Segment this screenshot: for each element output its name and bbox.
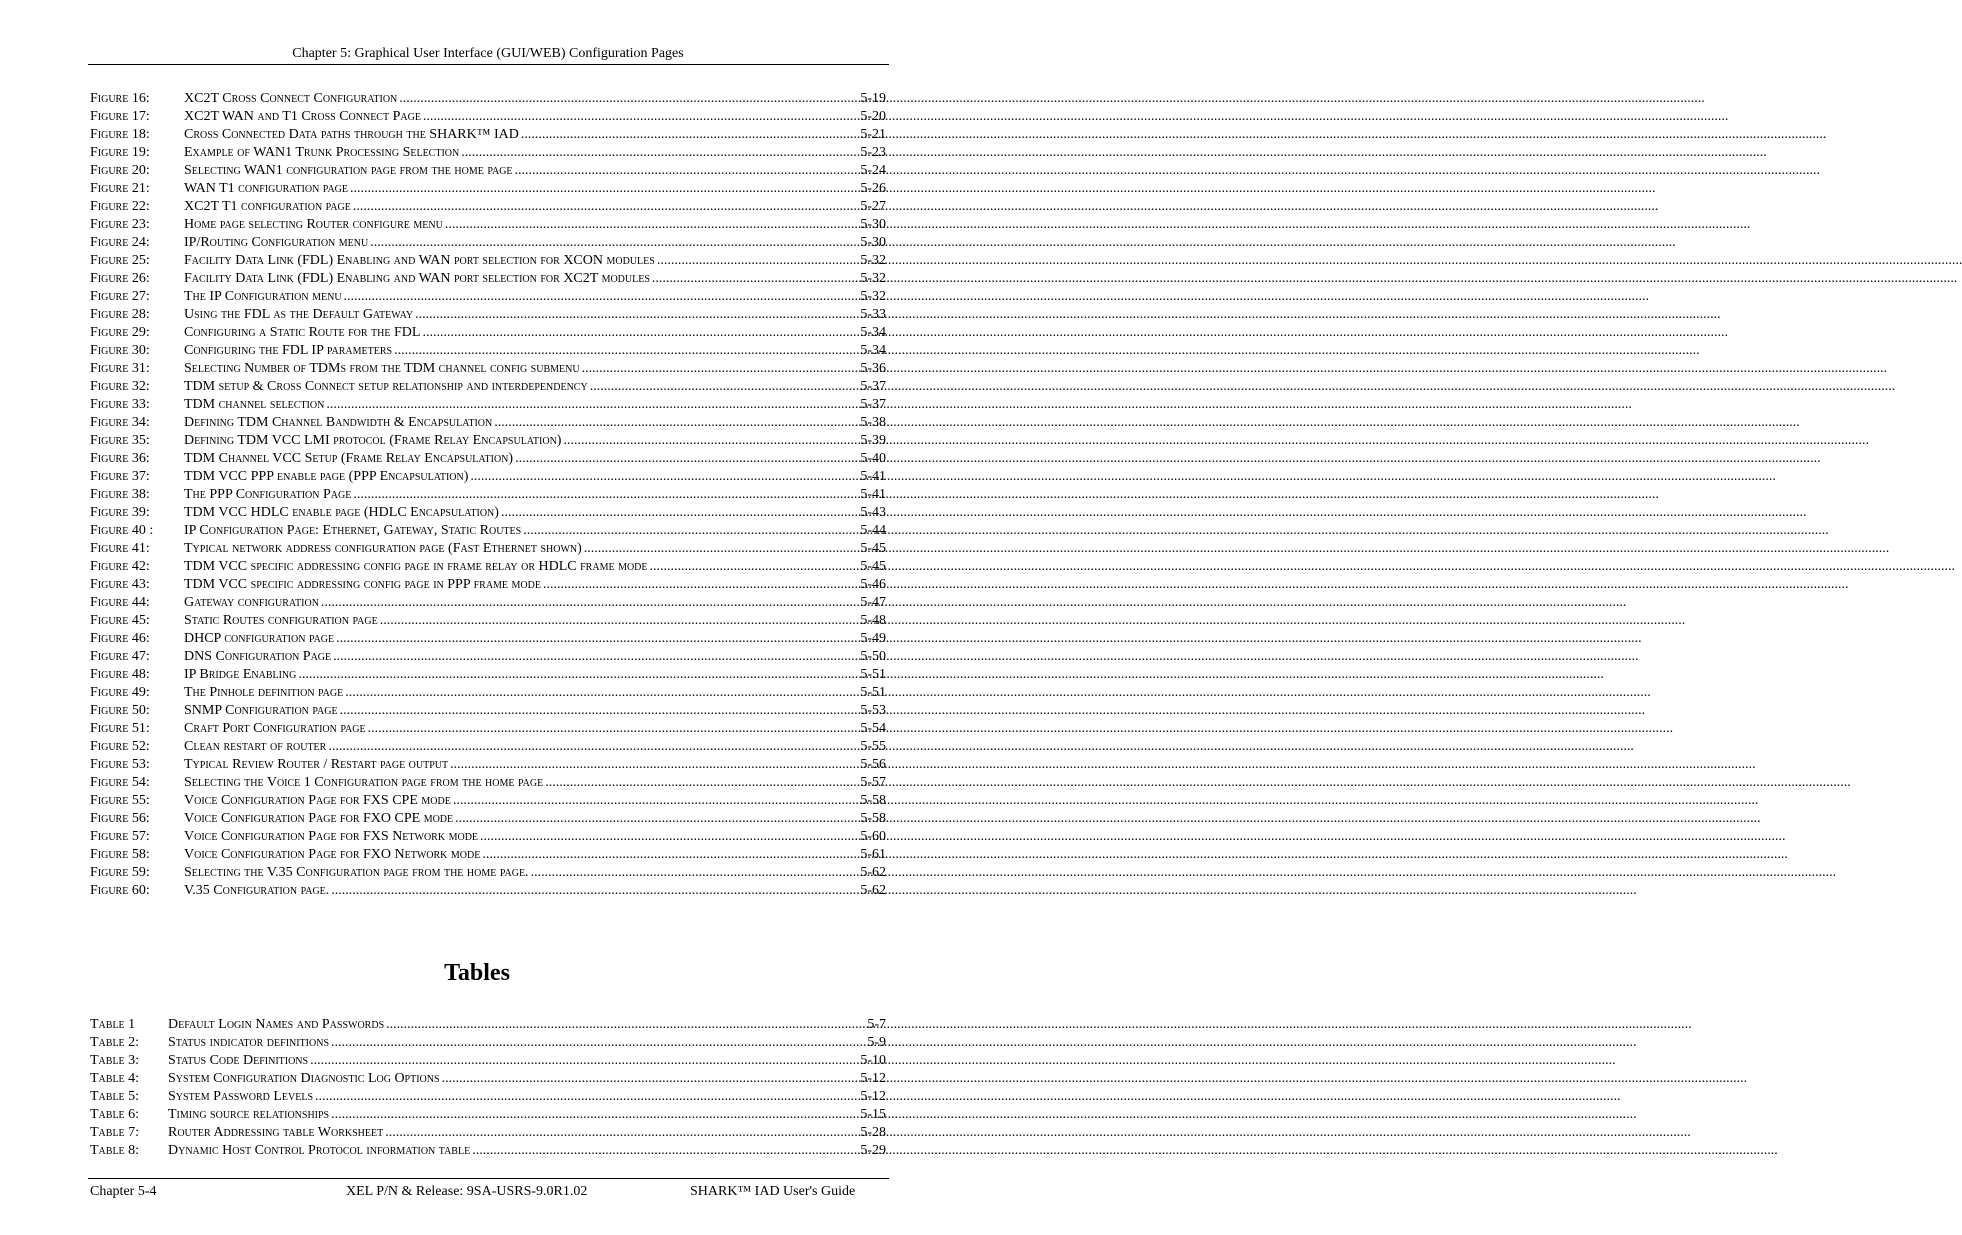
figure-entry[interactable] <box>90 198 886 216</box>
figure-page-number: 5-47 <box>860 595 886 610</box>
figure-label: Figure 46: <box>90 631 150 646</box>
figure-title: DNS Configuration Page <box>184 649 332 664</box>
figure-entry[interactable] <box>90 414 886 432</box>
figure-title: Home page selecting Router configure menu <box>184 217 443 232</box>
figure-entry[interactable] <box>90 540 886 558</box>
figure-label: Figure 24: <box>90 235 150 250</box>
figure-page-number: 5-32 <box>860 271 886 286</box>
footer-rule <box>88 1178 889 1179</box>
figure-entry[interactable] <box>90 774 886 792</box>
figure-page-number: 5-62 <box>860 865 886 880</box>
figure-title: Voice Configuration Page for FXS Network mode <box>184 829 479 844</box>
figure-label: Figure 51: <box>90 721 150 736</box>
figure-entry[interactable] <box>90 108 886 126</box>
dot-leader <box>368 234 860 252</box>
figure-label: Figure 53: <box>90 757 150 772</box>
table-entry[interactable] <box>90 1052 886 1070</box>
figure-title: Configuring a Static Route for the FDL <box>184 325 421 340</box>
figure-label: Figure 35: <box>90 433 150 448</box>
figure-label: Figure 21: <box>90 181 150 196</box>
figure-entry[interactable] <box>90 468 886 486</box>
figure-label: Figure 47: <box>90 649 150 664</box>
figure-title: Gateway configuration <box>184 595 319 610</box>
figure-label: Figure 56: <box>90 811 150 826</box>
dot-leader <box>319 594 860 612</box>
figure-page-number: 5-37 <box>860 397 886 412</box>
dot-leader <box>541 576 860 594</box>
figure-entry[interactable] <box>90 162 886 180</box>
figure-label: Figure 38: <box>90 487 150 502</box>
figure-page-number: 5-24 <box>860 163 886 178</box>
figure-entry[interactable] <box>90 846 886 864</box>
figure-entry[interactable] <box>90 252 886 270</box>
figure-page-number: 5-39 <box>860 433 886 448</box>
figure-title: The Pinhole definition page <box>184 685 344 700</box>
figure-page-number: 5-48 <box>860 613 886 628</box>
dot-leader <box>655 252 861 270</box>
figure-entry[interactable] <box>90 612 886 630</box>
figure-entry[interactable] <box>90 558 886 576</box>
figure-label: Figure 50: <box>90 703 150 718</box>
figure-entry[interactable] <box>90 630 886 648</box>
figure-label: Figure 18: <box>90 127 150 142</box>
list-of-figures <box>90 90 886 900</box>
figure-page-number: 5-41 <box>860 469 886 484</box>
figure-title: IP Bridge Enabling <box>184 667 297 682</box>
figure-entry[interactable] <box>90 504 886 522</box>
figure-label: Figure 54: <box>90 775 150 790</box>
figure-title: Defining TDM Channel Bandwidth & Encapsulation <box>184 415 493 430</box>
table-label: Table 3: <box>90 1053 140 1068</box>
figure-entry[interactable] <box>90 234 886 252</box>
figure-label: Figure 23: <box>90 217 150 232</box>
table-title: Router Addressing table Worksheet <box>168 1125 384 1140</box>
figure-label: Figure 42: <box>90 559 150 574</box>
figure-label: Figure 52: <box>90 739 150 754</box>
table-label: Table 6: <box>90 1107 140 1122</box>
figure-label: Figure 32: <box>90 379 150 394</box>
figure-entry[interactable] <box>90 684 886 702</box>
table-entry[interactable] <box>90 1016 886 1034</box>
table-title: Default Login Names and Passwords <box>168 1017 385 1032</box>
figure-page-number: 5-36 <box>860 361 886 376</box>
figure-entry[interactable] <box>90 360 886 378</box>
figure-page-number: 5-44 <box>860 523 886 538</box>
table-entry[interactable] <box>90 1124 886 1142</box>
footer-guide-title: SHARK™ IAD User's Guide <box>690 1184 856 1199</box>
table-entry[interactable] <box>90 1034 886 1052</box>
figure-entry[interactable] <box>90 90 886 108</box>
dot-leader <box>468 468 860 486</box>
figure-entry[interactable] <box>90 810 886 828</box>
figure-page-number: 5-58 <box>860 811 886 826</box>
figure-label: Figure 57: <box>90 829 150 844</box>
figure-entry[interactable] <box>90 144 886 162</box>
figure-page-number: 5-45 <box>860 541 886 556</box>
figure-page-number: 5-40 <box>860 451 886 466</box>
figure-entry[interactable] <box>90 864 886 882</box>
figure-title: XC2T T1 configuration page <box>184 199 351 214</box>
figure-title: TDM Channel VCC Setup (Frame Relay Encapsulation) <box>184 451 514 466</box>
footer-chapter: Chapter 5-4 <box>90 1184 157 1199</box>
dot-leader <box>334 630 860 648</box>
table-entry[interactable] <box>90 1070 886 1088</box>
table-label: Table 8: <box>90 1143 140 1158</box>
list-of-tables <box>90 1016 886 1160</box>
figure-label: Figure 19: <box>90 145 150 160</box>
table-title: Status Code Definitions <box>168 1053 309 1068</box>
figure-label: Figure 44: <box>90 595 150 610</box>
dot-leader <box>459 144 860 162</box>
figure-page-number: 5-55 <box>860 739 886 754</box>
figure-page-number: 5-54 <box>860 721 886 736</box>
figure-label: Figure 20: <box>90 163 150 178</box>
dot-leader <box>397 90 860 108</box>
dot-leader <box>470 1142 860 1160</box>
figure-title: Clean restart of router <box>184 739 327 754</box>
dot-leader <box>338 702 861 720</box>
dot-leader <box>443 216 861 234</box>
figure-title: SNMP Configuration page <box>184 703 338 718</box>
figure-page-number: 5-51 <box>860 667 886 682</box>
figure-label: Figure 22: <box>90 199 150 214</box>
figure-title: Example of WAN1 Trunk Processing Selection <box>184 145 460 160</box>
figure-entry[interactable] <box>90 324 886 342</box>
figure-entry[interactable] <box>90 270 886 288</box>
figure-title: Selecting the V.35 Configuration page from the home page. <box>184 865 529 880</box>
dot-leader <box>329 882 860 900</box>
figure-entry[interactable] <box>90 486 886 504</box>
figure-title: DHCP configuration page <box>184 631 335 646</box>
table-label: Table 7: <box>90 1125 140 1140</box>
table-page-number: 5-12 <box>860 1071 886 1086</box>
dot-leader <box>420 324 860 342</box>
dot-leader <box>383 1124 860 1142</box>
table-page-number: 5-7 <box>867 1017 886 1032</box>
figure-label: Figure 48: <box>90 667 150 682</box>
dot-leader <box>331 648 860 666</box>
figure-title: XC2T Cross Connect Configuration <box>184 91 398 106</box>
dot-leader <box>366 720 861 738</box>
figure-entry[interactable] <box>90 342 886 360</box>
dot-leader <box>513 162 861 180</box>
dot-leader <box>448 756 860 774</box>
figure-title: Selecting Number of TDMs from the TDM channel config submenu <box>184 361 580 376</box>
figure-title: IP/Routing Configuration menu <box>184 235 369 250</box>
table-entry[interactable] <box>90 1106 886 1124</box>
figure-label: Figure 27: <box>90 289 150 304</box>
figure-page-number: 5-60 <box>860 829 886 844</box>
figure-entry[interactable] <box>90 576 886 594</box>
figure-entry[interactable] <box>90 666 886 684</box>
figure-entry[interactable] <box>90 216 886 234</box>
dot-leader <box>343 684 860 702</box>
figure-entry[interactable] <box>90 396 886 414</box>
figure-page-number: 5-30 <box>860 217 886 232</box>
figure-page-number: 5-58 <box>860 793 886 808</box>
figure-title: Typical network address configuration page (Fast Ethernet shown) <box>184 541 582 556</box>
figure-label: Figure 28: <box>90 307 150 322</box>
figure-title: XC2T WAN and T1 Cross Connect Page <box>184 109 421 124</box>
figure-page-number: 5-61 <box>860 847 886 862</box>
figure-entry[interactable] <box>90 792 886 810</box>
dot-leader <box>342 288 861 306</box>
figure-title: Voice Configuration Page for FXO Network mode <box>184 847 481 862</box>
table-entry[interactable] <box>90 1088 886 1106</box>
figure-page-number: 5-21 <box>860 127 886 142</box>
dot-leader <box>329 1106 860 1124</box>
table-page-number: 5-12 <box>860 1089 886 1104</box>
dot-leader <box>561 432 860 450</box>
figure-entry[interactable] <box>90 648 886 666</box>
figure-label: Figure 31: <box>90 361 150 376</box>
figure-label: Figure 17: <box>90 109 150 124</box>
figure-title: TDM channel selection <box>184 397 325 412</box>
figure-label: Figure 59: <box>90 865 150 880</box>
figure-title: Voice Configuration Page for FXO CPE mode <box>184 811 454 826</box>
figure-title: Facility Data Link (FDL) Enabling and WAN port selection for XC2T modules <box>184 271 650 286</box>
dot-leader <box>413 306 860 324</box>
figure-title: TDM VCC PPP enable page (PPP Encapsulation) <box>184 469 469 484</box>
figure-page-number: 5-27 <box>860 199 886 214</box>
figure-label: Figure 58: <box>90 847 150 862</box>
dot-leader <box>378 612 861 630</box>
table-page-number: 5-15 <box>860 1107 886 1122</box>
figure-label: Figure 40 : <box>90 523 154 538</box>
dot-leader <box>329 1034 867 1052</box>
figure-label: Figure 45: <box>90 613 150 628</box>
figure-page-number: 5-46 <box>860 577 886 592</box>
figure-entry[interactable] <box>90 594 886 612</box>
figure-title: Typical Review Router / Restart page output <box>184 757 449 772</box>
running-header: Chapter 5: Graphical User Interface (GUI/WEB) Configuration Pages <box>292 46 684 61</box>
header-rule <box>88 64 889 65</box>
figure-label: Figure 43: <box>90 577 150 592</box>
figure-page-number: 5-34 <box>860 343 886 358</box>
dot-leader <box>588 378 861 396</box>
figure-entry[interactable] <box>90 702 886 720</box>
figure-page-number: 5-53 <box>860 703 886 718</box>
figure-page-number: 5-38 <box>860 415 886 430</box>
table-page-number: 5-28 <box>860 1125 886 1140</box>
dot-leader <box>440 1070 861 1088</box>
figure-label: Figure 49: <box>90 685 150 700</box>
table-title: Timing source relationships <box>168 1107 330 1122</box>
figure-page-number: 5-49 <box>860 631 886 646</box>
figure-page-number: 5-34 <box>860 325 886 340</box>
figure-entry[interactable] <box>90 378 886 396</box>
dot-leader <box>648 558 861 576</box>
figure-title: V.35 Configuration page. <box>184 883 330 898</box>
figure-page-number: 5-30 <box>860 235 886 250</box>
figure-title: Cross Connected Data paths through the SHARK™ IAD <box>184 127 519 142</box>
figure-entry[interactable] <box>90 828 886 846</box>
table-title: Dynamic Host Control Protocol information table <box>168 1143 471 1158</box>
table-page-number: 5-9 <box>867 1035 886 1050</box>
figure-label: Figure 30: <box>90 343 150 358</box>
dot-leader <box>324 396 860 414</box>
figure-title: Voice Configuration Page for FXS CPE mode <box>184 793 451 808</box>
dot-leader <box>478 828 860 846</box>
figure-title: TDM VCC specific addressing config page in PPP frame mode <box>184 577 541 592</box>
figure-label: Figure 16: <box>90 91 150 106</box>
figure-entry[interactable] <box>90 180 886 198</box>
dot-leader <box>308 1052 860 1070</box>
dot-leader <box>582 540 861 558</box>
dot-leader <box>480 846 860 864</box>
figure-page-number: 5-23 <box>860 145 886 160</box>
figure-label: Figure 29: <box>90 325 150 340</box>
figure-title: Defining TDM VCC LMI protocol (Frame Relay Encapsulation) <box>184 433 562 448</box>
figure-entry[interactable] <box>90 738 886 756</box>
figure-entry[interactable] <box>90 882 886 900</box>
figure-title: The IP Configuration menu <box>184 289 342 304</box>
figure-page-number: 5-62 <box>860 883 886 898</box>
dot-leader <box>296 666 860 684</box>
figure-page-number: 5-56 <box>860 757 886 772</box>
figure-title: Selecting the Voice 1 Configuration page from the home page <box>184 775 544 790</box>
figure-title: IP Configuration Page: Ethernet, Gateway, Static Routes <box>184 523 522 538</box>
tables-section-title: Tables <box>444 960 510 986</box>
figure-page-number: 5-51 <box>860 685 886 700</box>
figure-page-number: 5-45 <box>860 559 886 574</box>
figure-title: TDM setup & Cross Connect setup relationship and interdependency <box>184 379 588 394</box>
figure-label: Figure 25: <box>90 253 150 268</box>
figure-title: Static Routes configuration page <box>184 613 378 628</box>
table-label: Table 1 <box>90 1017 136 1032</box>
dot-leader <box>384 1016 867 1034</box>
figure-page-number: 5-43 <box>860 505 886 520</box>
figure-title: Craft Port Configuration page <box>184 721 366 736</box>
figure-label: Figure 37: <box>90 469 150 484</box>
figure-page-number: 5-19 <box>860 91 886 106</box>
dot-leader <box>453 810 860 828</box>
dot-leader <box>351 198 860 216</box>
dot-leader <box>650 270 860 288</box>
figure-page-number: 5-37 <box>860 379 886 394</box>
figure-page-number: 5-32 <box>860 253 886 268</box>
figure-page-number: 5-26 <box>860 181 886 196</box>
dot-leader <box>348 180 860 198</box>
figure-page-number: 5-33 <box>860 307 886 322</box>
figure-label: Figure 55: <box>90 793 150 808</box>
figure-label: Figure 41: <box>90 541 150 556</box>
figure-title: The PPP Configuration Page <box>184 487 352 502</box>
table-label: Table 5: <box>90 1089 140 1104</box>
figure-entry[interactable] <box>90 306 886 324</box>
dot-leader <box>513 450 860 468</box>
table-page-number: 5-29 <box>860 1143 886 1158</box>
figure-entry[interactable] <box>90 756 886 774</box>
figure-label: Figure 26: <box>90 271 150 286</box>
dot-leader <box>521 522 860 540</box>
figure-label: Figure 34: <box>90 415 150 430</box>
figure-title: Selecting WAN1 configuration page from the home page <box>184 163 513 178</box>
dot-leader <box>519 126 860 144</box>
footer-part-number: XEL P/N & Release: 9SA-USRS-9.0R1.02 <box>346 1184 588 1199</box>
dot-leader <box>580 360 861 378</box>
figure-label: Figure 33: <box>90 397 150 412</box>
figure-entry[interactable] <box>90 288 886 306</box>
table-label: Table 2: <box>90 1035 140 1050</box>
figure-page-number: 5-57 <box>860 775 886 790</box>
figure-label: Figure 36: <box>90 451 150 466</box>
figure-entry[interactable] <box>90 432 886 450</box>
table-title: Status indicator definitions <box>168 1035 330 1050</box>
dot-leader <box>313 1088 860 1106</box>
table-title: System Password Levels <box>168 1089 314 1104</box>
figure-title: Configuring the FDL IP parameters <box>184 343 393 358</box>
figure-label: Figure 39: <box>90 505 150 520</box>
figure-page-number: 5-41 <box>860 487 886 502</box>
dot-leader <box>492 414 860 432</box>
table-label: Table 4: <box>90 1071 140 1086</box>
figure-label: Figure 60: <box>90 883 150 898</box>
dot-leader <box>326 738 860 756</box>
figure-title: Using the FDL as the Default Gateway <box>184 307 414 322</box>
table-title: System Configuration Diagnostic Log Options <box>168 1071 440 1086</box>
figure-entry[interactable] <box>90 720 886 738</box>
figure-entry[interactable] <box>90 450 886 468</box>
dot-leader <box>499 504 860 522</box>
figure-title: Facility Data Link (FDL) Enabling and WAN port selection for XCON modules <box>184 253 655 268</box>
figure-title: WAN T1 configuration page <box>184 181 348 196</box>
dot-leader <box>421 108 860 126</box>
figure-page-number: 5-20 <box>860 109 886 124</box>
figure-entry[interactable] <box>90 522 886 540</box>
table-entry[interactable] <box>90 1142 886 1160</box>
figure-title: TDM VCC HDLC enable page (HDLC Encapsulation) <box>184 505 499 520</box>
dot-leader <box>529 864 861 882</box>
figure-entry[interactable] <box>90 126 886 144</box>
dot-leader <box>451 792 861 810</box>
figure-page-number: 5-50 <box>860 649 886 664</box>
figure-page-number: 5-32 <box>860 289 886 304</box>
dot-leader <box>351 486 860 504</box>
figure-title: TDM VCC specific addressing config page in frame relay or HDLC frame mode <box>184 559 648 574</box>
dot-leader <box>543 774 860 792</box>
table-page-number: 5-10 <box>860 1053 886 1068</box>
dot-leader <box>392 342 860 360</box>
